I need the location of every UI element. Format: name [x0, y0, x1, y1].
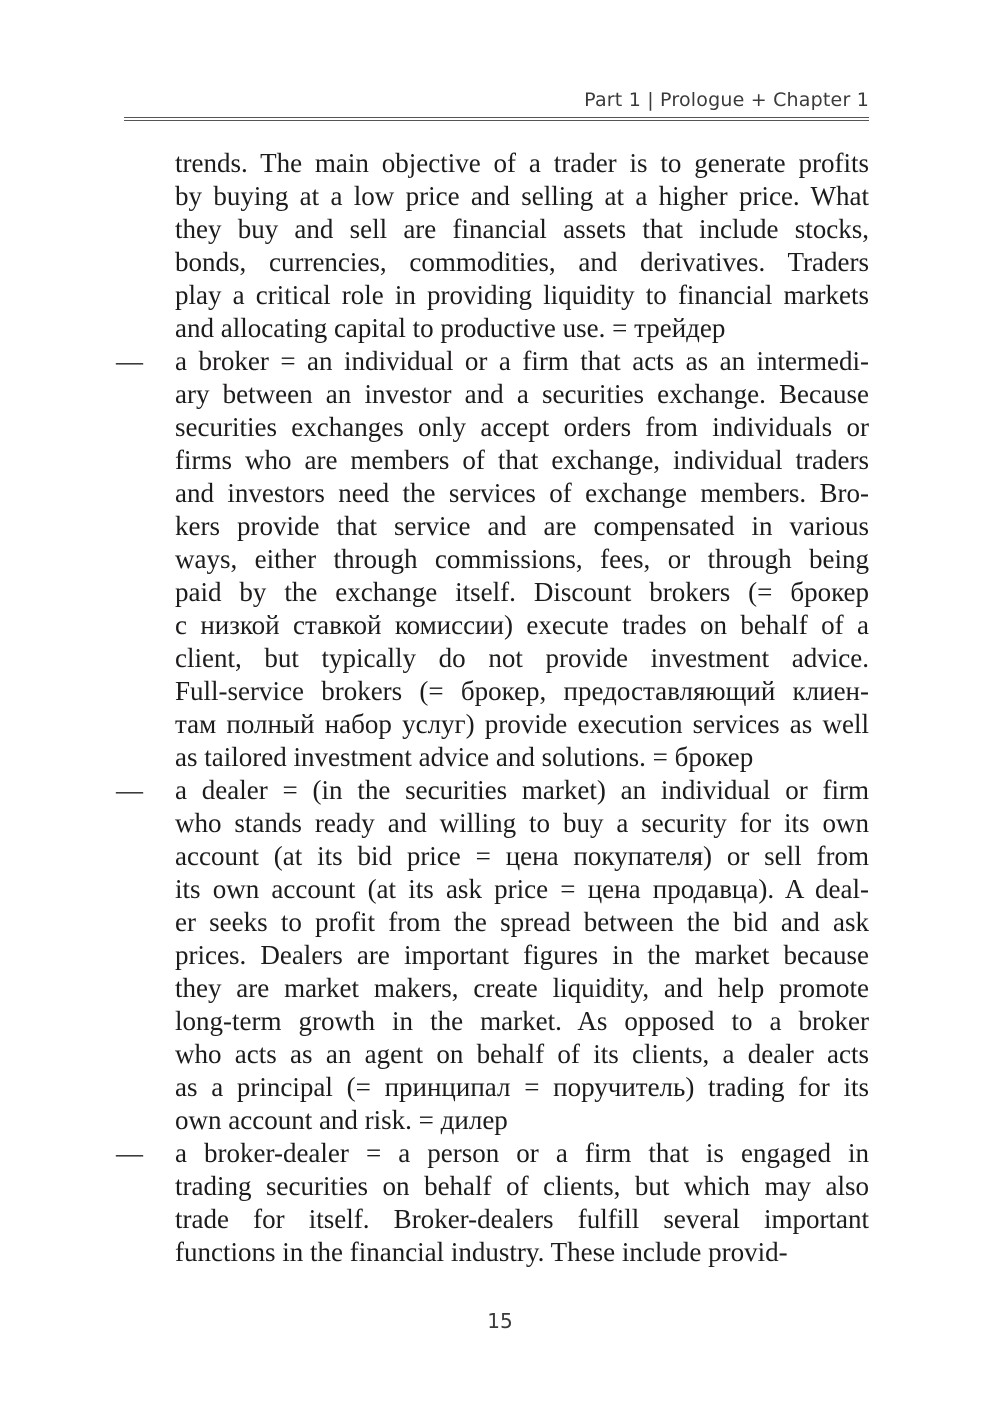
- text-line: who acts as an agent on behalf of its clients, a dealer acts: [175, 1039, 869, 1069]
- page-number: 15: [487, 1309, 513, 1333]
- text-line: and allocating capital to productive use. = трейдер: [175, 313, 726, 343]
- text-line: long-term growth in the market. As opposed to a broker: [175, 1006, 869, 1036]
- text-line: er seeks to profit from the spread between the bid and ask: [175, 907, 869, 937]
- text-line: там полный набор услуг) provide execution services as well: [175, 709, 869, 739]
- text-line: ary between an investor and a securities exchange. Because: [175, 379, 869, 409]
- text-line: trade for itself. Broker-dealers fulfill several important: [175, 1204, 869, 1234]
- header-rule: [124, 117, 869, 121]
- text-line: a dealer = (in the securities market) an individual or firm: [175, 775, 869, 805]
- text-line: ways, either through commissions, fees, or through being: [175, 544, 869, 574]
- text-line: client, but typically do not provide investment advice.: [175, 643, 869, 673]
- text-line: and investors need the services of exchange members. Bro-: [175, 478, 869, 508]
- text-line: a broker = an individual or a firm that acts as an intermedi-: [175, 346, 869, 376]
- glossary-entry: [175, 147, 869, 345]
- text-line: they buy and sell are financial assets that include stocks,: [175, 214, 869, 244]
- text-line: account (at its bid price = цена покупателя) or sell from: [175, 841, 869, 871]
- text-line: Full-service brokers (= брокер, предоставляющий клиен-: [175, 676, 869, 706]
- text-line: trends. The main objective of a trader is to generate profits: [175, 148, 869, 178]
- text-line: bonds, currencies, commodities, and derivatives. Traders: [175, 247, 869, 277]
- glossary-entry: [175, 1137, 869, 1269]
- text-line: prices. Dealers are important figures in the market because: [175, 940, 869, 970]
- glossary-entry: [175, 774, 869, 1137]
- text-line: securities exchanges only accept orders from individuals or: [175, 412, 869, 442]
- text-line: own account and risk. = дилер: [175, 1105, 508, 1135]
- text-line: by buying at a low price and selling at a higher price. What: [175, 181, 869, 211]
- text-line: they are market makers, create liquidity, and help promote: [175, 973, 869, 1003]
- text-line: firms who are members of that exchange, individual traders: [175, 445, 869, 475]
- glossary-entry: [175, 345, 869, 774]
- text-line: its own account (at its ask price = цена продавца). A deal-: [175, 874, 869, 904]
- body-text: [175, 147, 869, 1269]
- entry-dash-marker: —: [116, 346, 143, 376]
- running-head: Part 1 | Prologue + Chapter 1: [584, 89, 869, 111]
- text-line: a broker-dealer = a person or a firm that is engaged in: [175, 1138, 869, 1168]
- text-line: paid by the exchange itself. Discount brokers (= брокер: [175, 577, 869, 607]
- text-line: as tailored investment advice and solutions. = брокер: [175, 742, 754, 772]
- text-line: who stands ready and willing to buy a security for its own: [175, 808, 869, 838]
- entry-dash-marker: —: [116, 775, 143, 805]
- text-line: as a principal (= принципал = поручитель) trading for its: [175, 1072, 869, 1102]
- text-line: trading securities on behalf of clients, but which may also: [175, 1171, 869, 1201]
- text-line: kers provide that service and are compensated in various: [175, 511, 869, 541]
- text-line: functions in the financial industry. These include provid-: [175, 1237, 788, 1267]
- text-line: с низкой ставкой комиссии) execute trades on behalf of a: [175, 610, 869, 640]
- entry-dash-marker: —: [116, 1138, 143, 1168]
- text-line: play a critical role in providing liquidity to financial markets: [175, 280, 869, 310]
